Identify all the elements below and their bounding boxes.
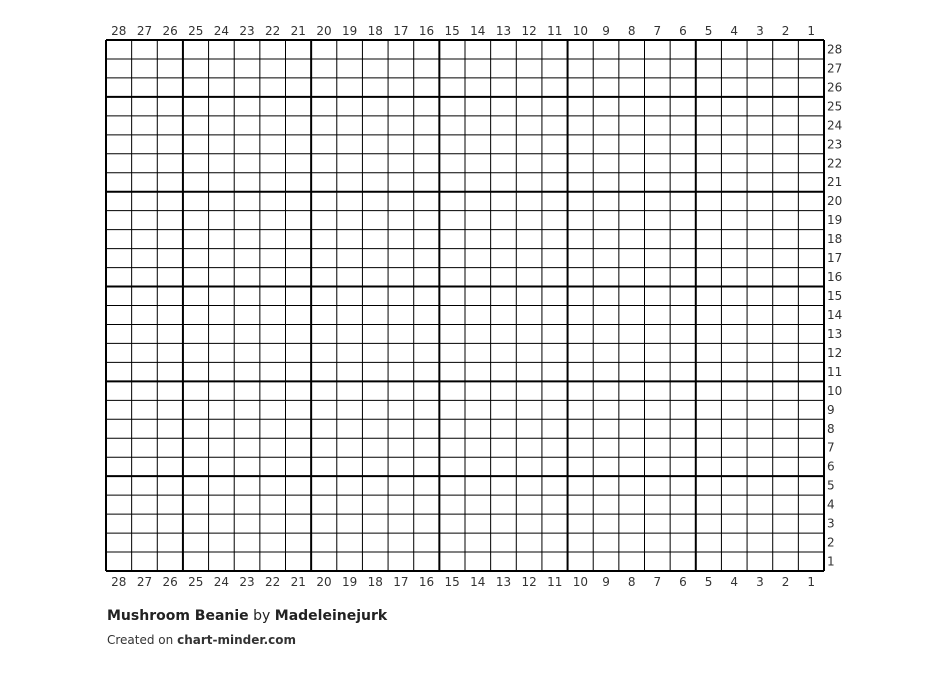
row-label: 4 — [827, 497, 835, 512]
column-label-bottom: 20 — [316, 575, 332, 589]
by-word: by — [253, 608, 271, 624]
column-label-bottom: 15 — [444, 575, 460, 589]
site-link[interactable]: chart-minder.com — [177, 633, 296, 647]
row-label: 22 — [827, 156, 843, 171]
column-label-top: 19 — [341, 24, 358, 38]
column-label-bottom: 11 — [547, 575, 563, 589]
column-label-top: 8 — [627, 24, 636, 38]
row-label: 14 — [827, 307, 843, 322]
column-label-top: 23 — [239, 24, 255, 38]
row-label: 10 — [827, 383, 843, 398]
row-label: 13 — [827, 326, 843, 341]
column-label-top: 17 — [393, 24, 409, 38]
row-label: 27 — [827, 61, 843, 76]
column-label-bottom: 10 — [572, 575, 589, 589]
column-labels-bottom — [111, 575, 815, 589]
column-labels-top — [111, 24, 815, 38]
column-label-bottom: 23 — [239, 575, 255, 589]
row-label: 3 — [827, 516, 835, 531]
row-label: 20 — [827, 194, 843, 209]
column-label-bottom: 28 — [111, 575, 127, 589]
chart-footer — [107, 608, 387, 647]
row-label: 12 — [827, 345, 843, 360]
created-prefix: Created on — [107, 633, 174, 647]
row-label: 1 — [827, 554, 835, 569]
column-label-bottom: 8 — [627, 575, 636, 589]
row-label: 26 — [827, 80, 843, 95]
pattern-name: Mushroom Beanie — [107, 608, 249, 624]
row-label: 17 — [827, 251, 843, 266]
column-label-top: 13 — [495, 24, 512, 38]
column-label-bottom: 4 — [730, 575, 739, 589]
column-label-bottom: 21 — [290, 575, 306, 589]
column-label-bottom: 13 — [495, 575, 512, 589]
column-label-bottom: 24 — [213, 575, 230, 589]
column-label-top: 5 — [704, 24, 713, 38]
column-label-bottom: 27 — [136, 575, 153, 589]
column-label-top: 4 — [730, 24, 739, 38]
column-label-top: 10 — [572, 24, 589, 38]
column-label-top: 7 — [653, 24, 662, 38]
column-label-bottom: 3 — [756, 575, 764, 589]
column-label-top: 3 — [756, 24, 764, 38]
column-label-top: 12 — [521, 24, 537, 38]
column-label-top: 27 — [136, 24, 153, 38]
column-label-top: 22 — [265, 24, 281, 38]
column-label-bottom: 22 — [265, 575, 281, 589]
row-label: 9 — [827, 402, 835, 417]
column-label-top: 9 — [602, 24, 610, 38]
column-label-bottom: 9 — [602, 575, 610, 589]
column-label-top: 21 — [290, 24, 306, 38]
row-label: 28 — [827, 42, 843, 57]
column-label-bottom: 26 — [162, 575, 178, 589]
column-label-bottom: 18 — [367, 575, 383, 589]
row-label: 19 — [827, 213, 843, 228]
column-label-bottom: 25 — [188, 575, 204, 589]
column-label-bottom: 14 — [470, 575, 486, 589]
designer-name: Madeleinejurk — [274, 608, 388, 624]
column-label-top: 11 — [547, 24, 563, 38]
row-label: 24 — [827, 118, 843, 133]
column-label-top: 16 — [418, 24, 435, 38]
column-label-top: 15 — [444, 24, 460, 38]
row-label: 11 — [827, 364, 843, 379]
chart-grid — [106, 40, 824, 571]
column-label-top: 28 — [111, 24, 127, 38]
row-label: 2 — [827, 535, 835, 550]
credit-line — [107, 633, 387, 647]
column-label-top: 2 — [781, 24, 790, 38]
row-label: 8 — [827, 421, 835, 436]
column-label-top: 1 — [807, 24, 815, 38]
column-label-top: 18 — [367, 24, 383, 38]
column-label-bottom: 12 — [521, 575, 537, 589]
column-label-bottom: 6 — [679, 575, 687, 589]
row-labels-right — [827, 42, 842, 568]
row-label: 18 — [827, 232, 843, 247]
column-label-top: 14 — [470, 24, 486, 38]
row-label: 16 — [827, 270, 843, 285]
column-label-top: 20 — [316, 24, 332, 38]
row-label: 7 — [827, 440, 835, 455]
row-label: 5 — [827, 478, 835, 493]
row-label: 23 — [827, 137, 843, 152]
column-label-bottom: 17 — [393, 575, 409, 589]
chart-title — [107, 608, 387, 624]
column-label-bottom: 5 — [704, 575, 713, 589]
column-label-top: 24 — [213, 24, 230, 38]
column-label-bottom: 1 — [807, 575, 815, 589]
column-label-top: 25 — [188, 24, 204, 38]
column-label-bottom: 7 — [653, 575, 662, 589]
column-label-bottom: 16 — [418, 575, 435, 589]
row-label: 21 — [827, 175, 843, 190]
column-label-top: 26 — [162, 24, 178, 38]
row-label: 6 — [827, 459, 835, 474]
row-label: 15 — [827, 289, 843, 304]
column-label-top: 6 — [679, 24, 687, 38]
column-label-bottom: 2 — [781, 575, 790, 589]
row-label: 25 — [827, 99, 843, 114]
column-label-bottom: 19 — [341, 575, 358, 589]
